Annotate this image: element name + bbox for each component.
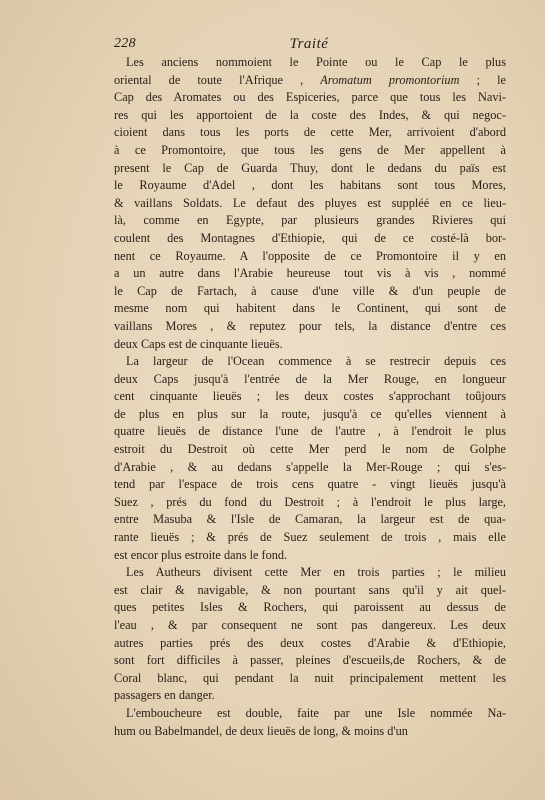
text-line: d'Arabie , & au dedans s'appelle la Mer-Rouge ; qui s'es-	[114, 459, 506, 474]
text-line: cioient dans tous les ports de cette Mer, arrivoient d'abord	[114, 125, 506, 140]
text-line: autres parties prés des deux costes d'Arabie & d'Ethiopie,	[114, 635, 506, 650]
text-line: quatre lieuës de distance l'une de l'autre , à l'endroit le plus	[114, 424, 506, 439]
text-line: vaillans Mores , & reputez pour tels, la distance d'entre ces	[114, 318, 506, 333]
page-header	[114, 36, 504, 56]
text-line: rante lieuës ; & prés de Suez seulement de trois , mais elle	[114, 530, 506, 545]
text-line: deux Caps est de cinquante lieuës.	[114, 336, 283, 351]
text-body	[114, 54, 506, 740]
text-line: ques petites Isles & Rochers, qui paroissent au dessus de	[114, 600, 506, 615]
page-number: 228	[114, 36, 136, 51]
text-line: à ce Promontoire, que tous les gens de Mer appellent à	[114, 142, 506, 157]
running-title: Traité	[289, 36, 329, 52]
paragraph	[114, 705, 506, 740]
text-line: est encor plus estroite dans le fond.	[114, 547, 288, 562]
text-line: oriental de toute l'Afrique , Aromatum promontorium ; le	[114, 72, 506, 87]
text-line: res qui les apportoient de la coste des Indes, & qui negoc-	[114, 107, 506, 122]
text-line: hum ou Babelmandel, de deux lieuës de long, & moins d'un	[114, 723, 408, 738]
text-line: là, comme en Egypte, par plusieurs grandes Rivieres qui	[114, 213, 506, 228]
text-line: estroit du Destroit où cette Mer perd le nom de Golphe	[114, 442, 506, 457]
text-line: Cap des Aromates ou des Espiceries, parce que tous les Navi-	[114, 90, 506, 105]
text-line: mesme nom qui habitent dans le Continent, qui sont de	[114, 301, 506, 316]
text-line: le Royaume d'Adel , dont les habitans sont tous Mores,	[114, 178, 506, 193]
text-line: & vaillans Soldats. Le defaut des pluyes est suppléé en ce lieu-	[114, 195, 506, 210]
text-line: le Cap de Fartach, à cause d'une ville & d'un peuple de	[114, 283, 506, 298]
text-line: Les Autheurs divisent cette Mer en trois parties ; le milieu	[126, 565, 506, 580]
text-line: coulent des Montagnes d'Ethiopie, qui de ce costé-là bor-	[114, 230, 506, 245]
paragraph	[114, 353, 506, 564]
text-line: entre Masuba & l'Isle de Camaran, la largeur est de qua-	[114, 512, 506, 527]
text-line: L'emboucheure est double, faite par une Isle nommée Na-	[126, 705, 506, 720]
paragraph	[114, 564, 506, 705]
text-line: Coral blanc, qui pendant la nuit principalement mettent les	[114, 670, 506, 685]
text-line: La largeur de l'Ocean commence à se restrecir depuis ces	[126, 354, 506, 369]
text-line: Suez , prés du fond du Destroit ; à l'endroit le plus large,	[114, 494, 506, 509]
text-line: l'eau , & par consequent ne sont pas dangereux. Les deux	[114, 618, 506, 632]
text-line: cent cinquante lieuës ; les deux costes s'approchant toûjours	[114, 389, 506, 404]
text-line: est clair & navigable, & non pourtant sans qu'il y ait quel-	[114, 582, 506, 597]
text-line: sont fort difficiles à passer, pleines d'escueils,de Rochers, & de	[114, 653, 506, 668]
text-line: tend par l'espace de trois cens quatre - vingt lieuës jusqu'à	[114, 477, 506, 492]
text-line: nent ce Royaume. A l'opposite de ce Promontoire il y en	[114, 248, 506, 263]
text-line: de plus en plus sur la route, jusqu'à ce qu'elles viennent à	[114, 406, 506, 421]
text-line: passagers en danger.	[114, 688, 215, 703]
text-line: Les anciens nommoient le Pointe ou le Cap le plus	[126, 55, 506, 69]
text-line: present le Cap de Guarda Thuy, dont le dedans du païs est	[114, 160, 506, 175]
paragraph	[114, 54, 506, 353]
text-line: deux Caps jusqu'à l'entrée de la Mer Rouge, en longueur	[114, 371, 506, 386]
text-line: a un autre dans l'Arabie heureuse tout vis à vis , nommé	[114, 266, 506, 281]
